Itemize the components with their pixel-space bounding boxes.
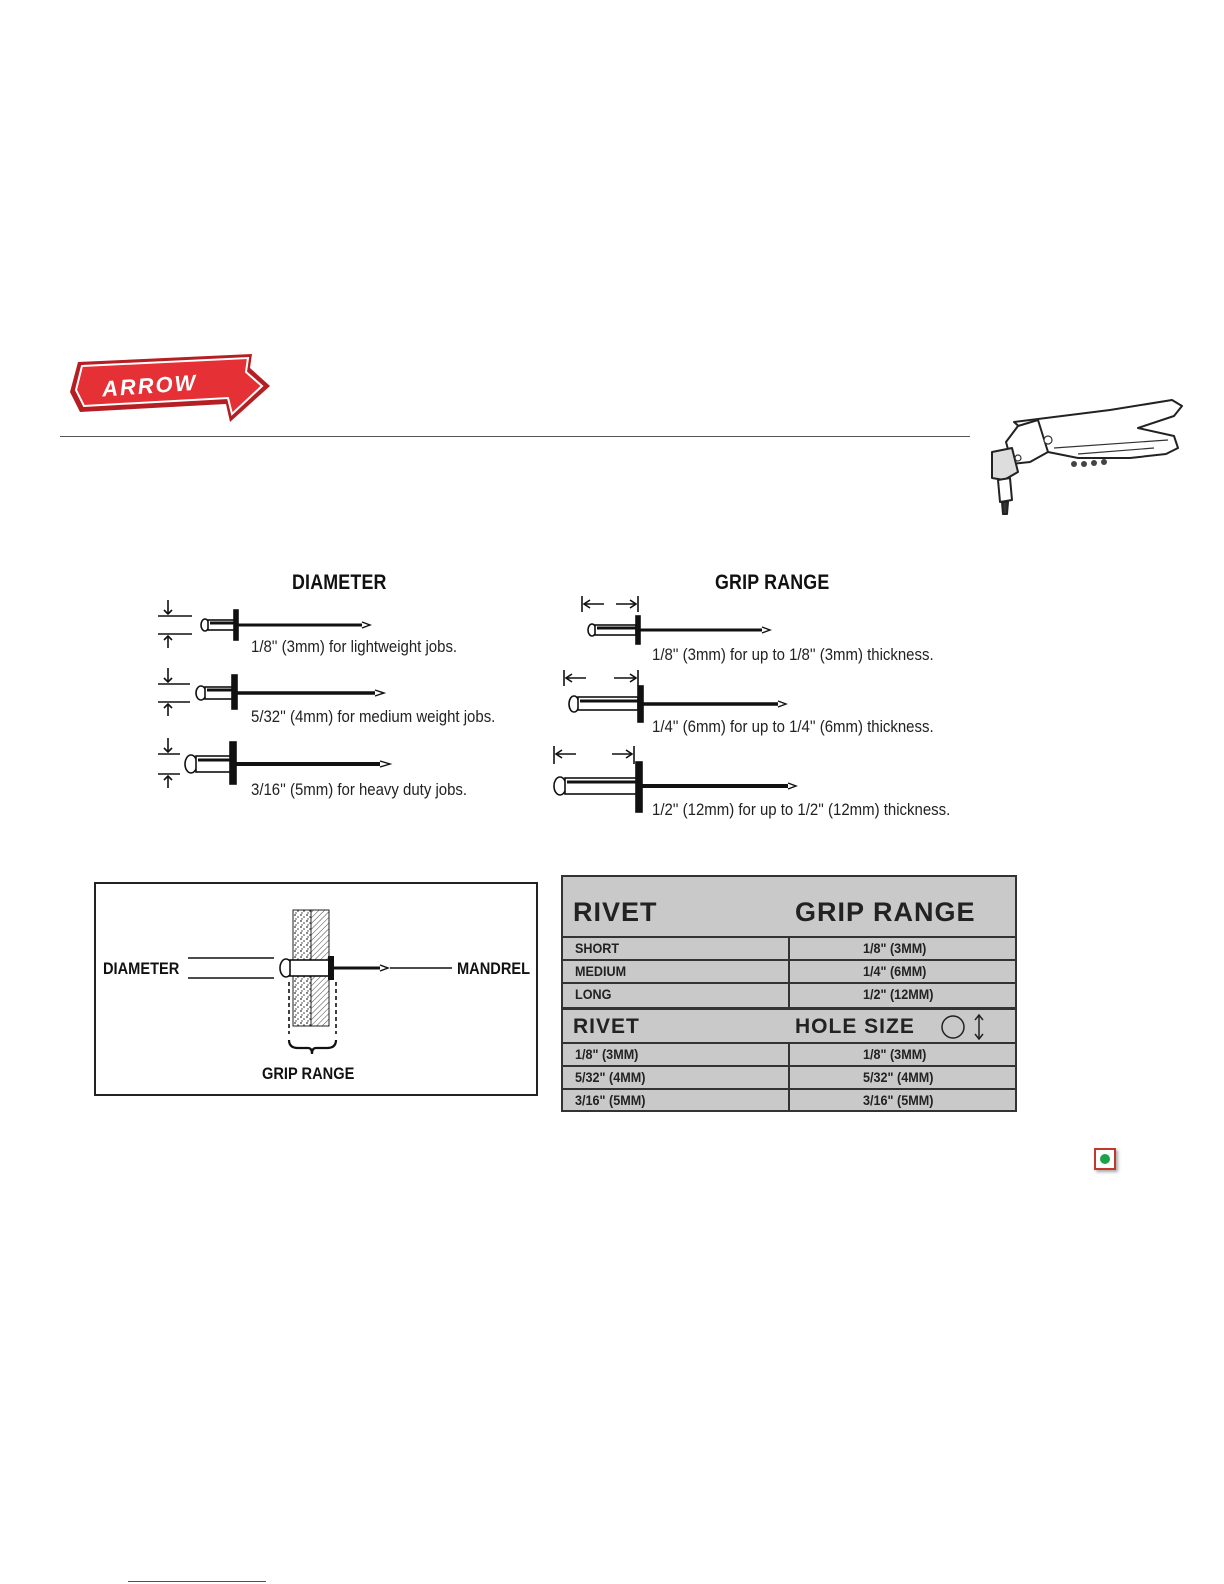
table-header-hole-size: HOLE SIZE [795, 1015, 915, 1038]
grip-rivet-illustrations [548, 594, 808, 824]
table-subheader-row [563, 1007, 1015, 1042]
table-divider [788, 936, 790, 1007]
arrow-logo [66, 352, 272, 432]
table-cell-rivet: 1/8" (3MM) [575, 1046, 639, 1062]
grip-rivet-2 [564, 670, 786, 722]
status-dot-icon [1100, 1154, 1110, 1164]
table-cell-rivet: 3/16" (5MM) [575, 1092, 646, 1108]
table-cell-value: 1/2" (12MM) [863, 986, 934, 1002]
table-cell-rivet: MEDIUM [575, 963, 627, 979]
diameter-caption-1: 1/8'' (3mm) for lightweight jobs. [251, 637, 458, 656]
diagram-diameter-label: DIAMETER [103, 959, 180, 978]
diagram-grip-range-label: GRIP RANGE [262, 1064, 355, 1083]
grip-caption-3: 1/2'' (12mm) for up to 1/2'' (12mm) thickness. [652, 800, 951, 819]
grip-caption-1: 1/8'' (3mm) for up to 1/8'' (3mm) thickness. [652, 645, 934, 664]
table-cell-rivet: LONG [575, 986, 612, 1002]
status-indicator-button[interactable] [1094, 1148, 1116, 1170]
rivet-spec-table [561, 875, 1017, 1112]
hole-size-icon [939, 1013, 991, 1041]
cross-section-drawing [96, 884, 536, 1094]
grip-rivet-1 [582, 596, 770, 644]
table-header-rivet-2: RIVET [573, 1015, 640, 1038]
table-header-rivet: RIVET [573, 897, 658, 927]
footer-link-underline[interactable] [128, 1581, 266, 1582]
table-cell-value: 1/4" (6MM) [863, 963, 927, 979]
grip-caption-2: 1/4'' (6mm) for up to 1/4'' (6mm) thickness. [652, 717, 934, 736]
table-header-grip-range: GRIP RANGE [795, 897, 976, 927]
diameter-caption-2: 5/32'' (4mm) for medium weight jobs. [251, 707, 496, 726]
grip-range-title: GRIP RANGE [715, 571, 830, 594]
diagram-mandrel-label: MANDREL [457, 959, 531, 978]
header-rule [60, 436, 970, 437]
brand-name: ARROW [101, 369, 199, 402]
table-cell-rivet: 5/32" (4MM) [575, 1069, 646, 1085]
diameter-title: DIAMETER [292, 571, 387, 594]
rivet-cross-section-diagram [94, 882, 538, 1096]
table-divider [788, 1042, 790, 1111]
table-cell-value: 5/32" (4MM) [863, 1069, 934, 1085]
rivet-tool-illustration [978, 392, 1188, 522]
table-cell-rivet: SHORT [575, 940, 620, 956]
table-cell-value: 3/16" (5MM) [863, 1092, 934, 1108]
diameter-rivet-illustrations [150, 596, 390, 806]
diameter-caption-3: 3/16'' (5mm) for heavy duty jobs. [251, 780, 468, 799]
table-cell-value: 1/8" (3MM) [863, 940, 927, 956]
table-cell-value: 1/8" (3MM) [863, 1046, 927, 1062]
